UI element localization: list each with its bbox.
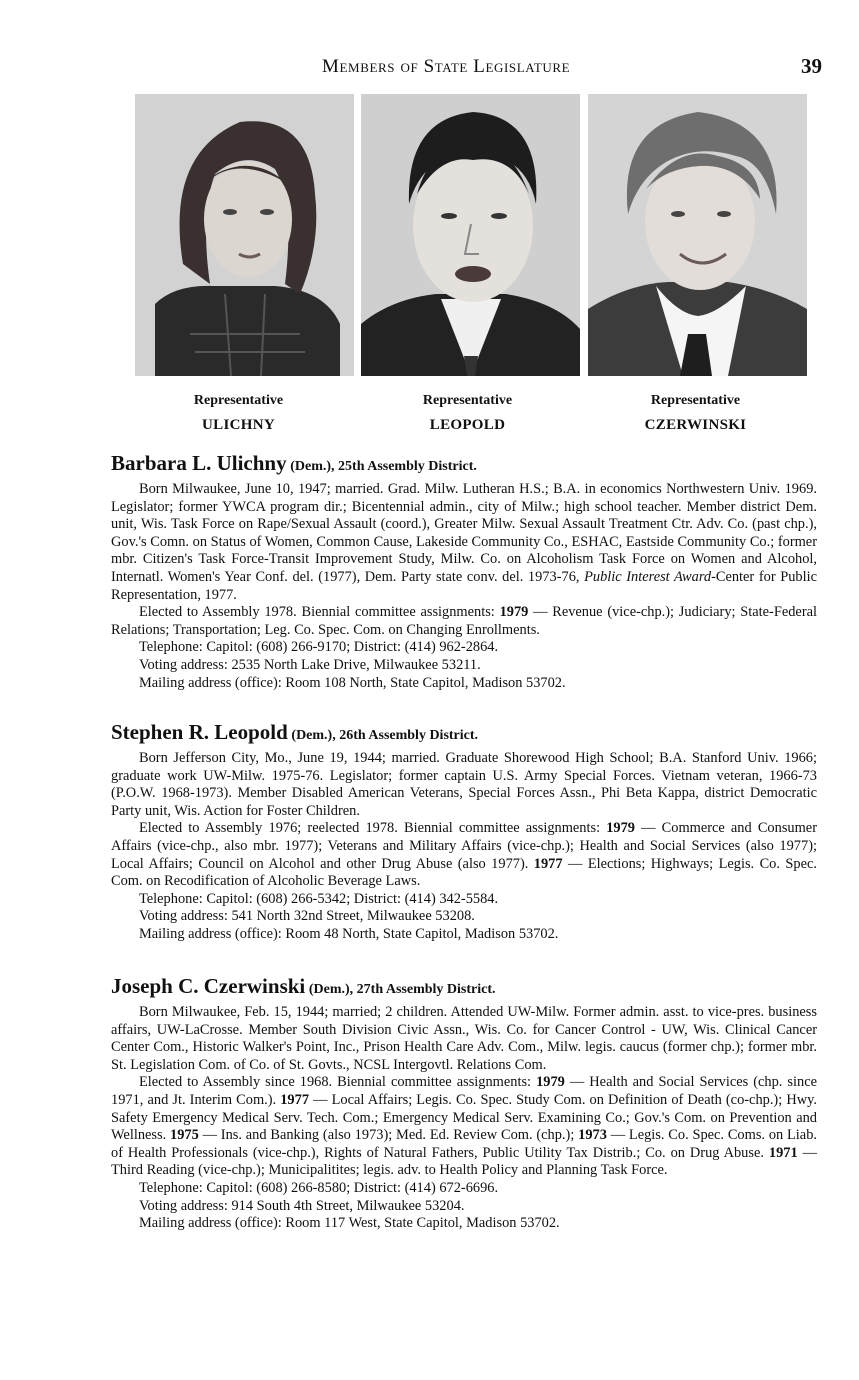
- bio-background: Born Milwaukee, June 10, 1947; married. Grad. Milw. Lutheran H.S.; B.A. in economics Northwestern Univ. 1969. Legislator; former YWCA program dir.; Bicentennial admin., city of Milw.; high school teacher. Member district Dem. unit, Wis. Task Force on Rape/Sexual Assault (coord.), Greater Milw. Sexual Assault Treatment Ctr. Adv. Co. (past chp.), Gov.'s Comn. on Status of Women, Common Cause, Lakeside Community Co., ESHAC, Eastside Community Co.; former mbr. Citizen's Task Force-Transit Improvement Study, Milw. Co. on Alcoholism Task Force on Women and Alcohol, Internatl. Women's Year Conf. del. (1977), Dem. Party state conv. del. 1973-76, Public Interest Award-Center for Public Representation, 1977.: [111, 481, 817, 603]
- party-district: (Dem.), 25th Assembly District.: [290, 459, 477, 474]
- bio-voting-address: Voting address: 914 South 4th Street, Milwaukee 53204.: [139, 1197, 465, 1214]
- portrait-photo-ulichny: [135, 94, 354, 376]
- portrait-photo-leopold: [361, 94, 580, 376]
- party-district: (Dem.), 26th Assembly District.: [291, 728, 479, 743]
- bio-mailing-address: Mailing address (office): Room 108 North, State Capitol, Madison 53702.: [139, 674, 566, 691]
- bio-mailing-address: Mailing address (office): Room 117 West, State Capitol, Madison 53702.: [139, 1215, 560, 1232]
- bio-mailing-address: Mailing address (office): Room 48 North, State Capitol, Madison 53702.: [139, 925, 559, 942]
- bio-committees: Elected to Assembly since 1968. Biennial committee assignments: 1979 — Health and Social Services (chp. since 1971, and Jt. Interim Com.). 1977 — Local Affairs; Legis. Co. Spec. Study Com. on Definition of Death (co-chp.); Hwy. Safety Emergency Medical Serv. Tech. Com.; Emergency Medical Serv. Examining Co.; Gov.'s Com. on Prevention and Wellness. 1975 — Ins. and Banking (also 1973); Med. Ed. Review Com. (chp.); 1973 — Legis. Co. Spec. Coms. on Liab. of Health Professionals (vice-chp.), Rights of Natural Fathers, Public Utility Tax Distrib.; Co. on Drug Abuse. 1971 — Third Reading (vice-chp.); Municipalitites; legis. adv. to Health Policy and Planning Task Force.: [111, 1074, 817, 1179]
- bio-voting-address: Voting address: 541 North 32nd Street, Milwaukee 53208.: [139, 908, 475, 925]
- caption-name: CZERWINSKI: [644, 417, 747, 433]
- caption-title: Representative: [193, 393, 284, 408]
- member-name: Stephen R. Leopold: [111, 720, 288, 744]
- portrait-photo-czerwinski: [588, 94, 807, 376]
- bio-telephone: Telephone: Capitol: (608) 266-9170; District: (414) 962-2864.: [139, 639, 499, 656]
- bio-voting-address: Voting address: 2535 North Lake Drive, Milwaukee 53211.: [139, 656, 481, 673]
- bio-ulichny: [111, 451, 817, 692]
- caption-title: Representative: [422, 393, 513, 408]
- page-number: 39: [801, 54, 822, 78]
- bio-background: Born Milwaukee, Feb. 15, 1944; married; 2 children. Attended UW-Milw. Former admin. asst. to vice-pres. business affairs, UW-LaCrosse. Member South Division Civic Assn., Wis. Co. for Cancer Control - UW, Wis. Clinical Cancer Center Com., Historic Walker's Point, Inc., Prison Health Care Adv. Com., Milw. legis. caucus (former chp.); former mbr. St. Legislation Com. of Co. of St. Govts., NCSL Intergovtl. Relations Com.: [111, 1004, 817, 1073]
- bio-heading: [111, 720, 817, 748]
- member-name: Joseph C. Czerwinski: [111, 974, 306, 998]
- bio-czerwinski: [111, 974, 817, 1233]
- caption-name: LEOPOLD: [429, 417, 506, 433]
- member-name: Barbara L. Ulichny: [111, 451, 287, 475]
- bio-committees: Elected to Assembly 1976; reelected 1978. Biennial committee assignments: 1979 — Commerce and Consumer Affairs (vice-chp., also mbr. 1977); Veterans and Military Affairs (vice-chp.); Health and Social Services (also 1977); Local Affairs; Council on Alcohol and other Drug Abuse (also 1977). 1977 — Elections; Highways; Legis. Co. Spec. Com. on Recodification of Alcoholic Beverage Laws.: [111, 820, 817, 890]
- portrait-caption-czerwinski: [586, 389, 805, 437]
- bio-telephone: Telephone: Capitol: (608) 266-8580; District: (414) 672-6696.: [139, 1179, 499, 1196]
- bio-telephone: Telephone: Capitol: (608) 266-5342; District: (414) 342-5584.: [139, 890, 499, 907]
- caption-name: ULICHNY: [202, 417, 275, 433]
- bio-heading: [111, 974, 817, 1002]
- caption-title: Representative: [650, 393, 741, 408]
- bio-heading: [111, 451, 817, 479]
- portrait-caption-ulichny: [129, 389, 348, 437]
- running-head: [110, 54, 822, 82]
- bio-leopold: [111, 720, 817, 944]
- portrait-caption-leopold: [358, 389, 577, 437]
- party-district: (Dem.), 27th Assembly District.: [308, 982, 496, 997]
- bio-committees: Elected to Assembly 1978. Biennial committee assignments: 1979 — Revenue (vice-chp.); Judiciary; State-Federal Relations; Transportation; Leg. Co. Spec. Com. on Changing Enrollments.: [111, 604, 817, 638]
- bio-background: Born Jefferson City, Mo., June 19, 1944; married. Graduate Shorewood High School; B.A. Stanford Univ. 1966; graduate work UW-Milw. 1975-76. Legislator; former captain U.S. Army Special Forces. Vietnam veteran, 1966-73 (P.O.W. 1968-1973). Member Disabled American Veterans, Special Forces Assn., Phi Beta Kappa, district Democratic Party unit, Wis. Action for Foster Children.: [111, 750, 817, 819]
- running-title: Members of State Legislature: [322, 56, 571, 77]
